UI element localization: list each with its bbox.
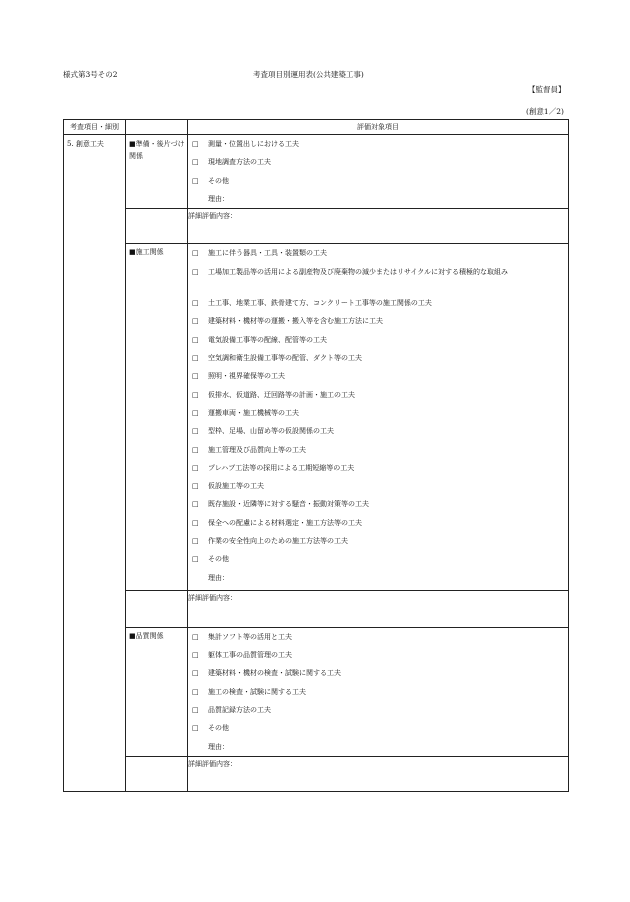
checkbox-icon[interactable]: □ [192,463,199,472]
checklist-item-label: プレハブ工法等の採用による工期短縮等の工夫 [208,463,355,472]
checkbox-icon[interactable]: □ [192,372,199,381]
checkbox-icon[interactable]: □ [192,724,199,733]
detail-evaluation-field[interactable]: 詳細評価内容： [188,208,569,243]
checklist-item[interactable] [188,646,568,664]
section-label: ■施工関係 [126,243,188,590]
checklist-item[interactable] [188,312,568,330]
checklist-item[interactable] [188,294,568,312]
checklist-item-label: 施工に伴う器具・工具・装置類の工夫 [208,248,327,257]
checkbox-icon[interactable]: □ [192,687,199,696]
section-label: ■準備・後片づけ関係 [126,135,188,209]
checklist-item-label: 型枠、足場、山留め等の仮設関係の工夫 [208,427,334,436]
header-eval-column: 評価対象項目 [188,120,569,135]
checklist-item-label: 測量・位置出しにおける工夫 [208,140,299,148]
checklist-item-label: その他 [208,555,229,564]
checklist-item[interactable] [188,331,568,349]
reason-field[interactable]: 理由： [208,194,229,203]
category-cell: 5. 創意工夫 [64,135,126,792]
checkbox-icon[interactable]: □ [192,248,199,257]
checkbox-icon[interactable]: □ [192,445,199,454]
checkbox-icon[interactable]: □ [192,706,199,715]
checkbox-icon[interactable]: □ [192,669,199,678]
checkbox-icon[interactable]: □ [192,176,199,185]
checklist-item-label: 空気調和衛生設備工事等の配管、ダクト等の工夫 [208,354,362,363]
page-indicator: (創意1／2) [526,107,564,116]
checkbox-icon[interactable]: □ [192,335,199,344]
checklist-item[interactable] [188,459,568,477]
checkbox-icon[interactable]: □ [192,500,199,509]
checkbox-icon[interactable]: □ [192,408,199,417]
checklist-item[interactable] [188,495,568,513]
checkbox-icon[interactable]: □ [192,158,199,167]
checklist-item-label: 運搬車両・施工機械等の工夫 [208,408,299,417]
reason-field[interactable]: 理由： [208,742,229,751]
checkbox-icon[interactable]: □ [192,537,199,546]
checkbox-icon[interactable]: □ [192,354,199,363]
checklist-item-label: 電気設備工事等の配線、配管等の工夫 [208,335,327,344]
role-label: 【監督員】 [528,85,566,94]
evaluation-table [63,119,569,792]
checklist-item-label: 照明・視界確保等の工夫 [208,372,285,381]
checklist-item[interactable] [188,422,568,440]
checklist-item-label: 土工事、地業工事、鉄骨建て方、コンクリート工事等の施工関係の工夫 [208,299,432,308]
checklist-item-label: 建築材料・機材の検査・試験に関する工夫 [208,669,341,678]
detail-evaluation-field[interactable]: 詳細評価内容： [188,756,569,791]
checklist-item-label: 集計ソフト等の活用と工夫 [208,632,292,641]
checklist-item-label: 現地調査方法の工夫 [208,158,271,167]
section-label: ■品質関係 [126,627,188,756]
checklist-item[interactable] [188,683,568,701]
checklist-item-label: 保全への配慮による材料選定・施工方法等の工夫 [208,518,362,527]
checklist-item-label: 仮設施工等の工夫 [208,482,264,491]
checkbox-icon[interactable]: □ [192,140,199,148]
checklist-item[interactable] [188,550,568,568]
checklist-item-label: 施工の検査・試験に関する工夫 [208,687,306,696]
checklist-item[interactable] [188,153,568,171]
form-number: 様式第3号その2 [63,70,118,79]
header-item-column: 考査項目・細別 [64,120,126,135]
checklist-item[interactable] [188,367,568,385]
checklist-item-label: 躯体工事の品質管理の工夫 [208,651,292,660]
detail-evaluation-field[interactable]: 詳細評価内容： [188,590,569,627]
checkbox-icon[interactable]: □ [192,555,199,564]
checklist-item[interactable] [188,172,568,190]
checklist-item[interactable] [188,262,568,294]
checklist-item-label: その他 [208,724,229,733]
checkbox-icon[interactable]: □ [192,390,199,399]
checklist-item-label: 仮排水、仮道路、迂回路等の計画・施工の工夫 [208,390,355,399]
section-items [188,135,569,209]
document-title: 考査項目別運用表(公共建築工事) [253,70,364,79]
checklist-item[interactable] [188,477,568,495]
checklist-item[interactable] [188,701,568,719]
section-items [188,243,569,590]
checklist-item[interactable] [188,628,568,646]
checkbox-icon[interactable]: □ [192,651,199,660]
reason-field[interactable]: 理由： [208,573,229,582]
checklist-item[interactable] [188,349,568,367]
checkbox-icon[interactable]: □ [192,268,199,277]
checklist-item-label: 工場加工製品等の活用による副産物及び廃棄物の減少またはリサイクルに対する積極的な取組み [208,268,509,277]
section-items [188,627,569,756]
checklist-item[interactable] [188,404,568,422]
checkbox-icon[interactable]: □ [192,518,199,527]
checklist-item-label: 品質記録方法の工夫 [208,706,271,715]
checklist-item-label: その他 [208,176,229,185]
checklist-item-label: 建築材料・機材等の運搬・搬入等を含む施工方法に工夫 [208,317,383,326]
checklist-item[interactable] [188,244,568,262]
checkbox-icon[interactable]: □ [192,317,199,326]
checklist-item[interactable] [188,664,568,682]
checkbox-icon[interactable]: □ [192,427,199,436]
checklist-item[interactable] [188,386,568,404]
checklist-item[interactable] [188,514,568,532]
checkbox-icon[interactable]: □ [192,632,199,641]
checkbox-icon[interactable]: □ [192,482,199,491]
checklist-item-label: 施工管理及び品質向上等の工夫 [208,445,306,454]
checklist-item[interactable] [188,135,568,153]
checklist-item[interactable] [188,441,568,459]
checklist-item-label: 既存施設・近隣等に対する騒音・振動対策等の工夫 [208,500,369,509]
checklist-item[interactable] [188,719,568,737]
checkbox-icon[interactable]: □ [192,299,199,308]
checklist-item-label: 作業の安全性向上のための施工方法等の工夫 [208,537,348,546]
checklist-item[interactable] [188,532,568,550]
